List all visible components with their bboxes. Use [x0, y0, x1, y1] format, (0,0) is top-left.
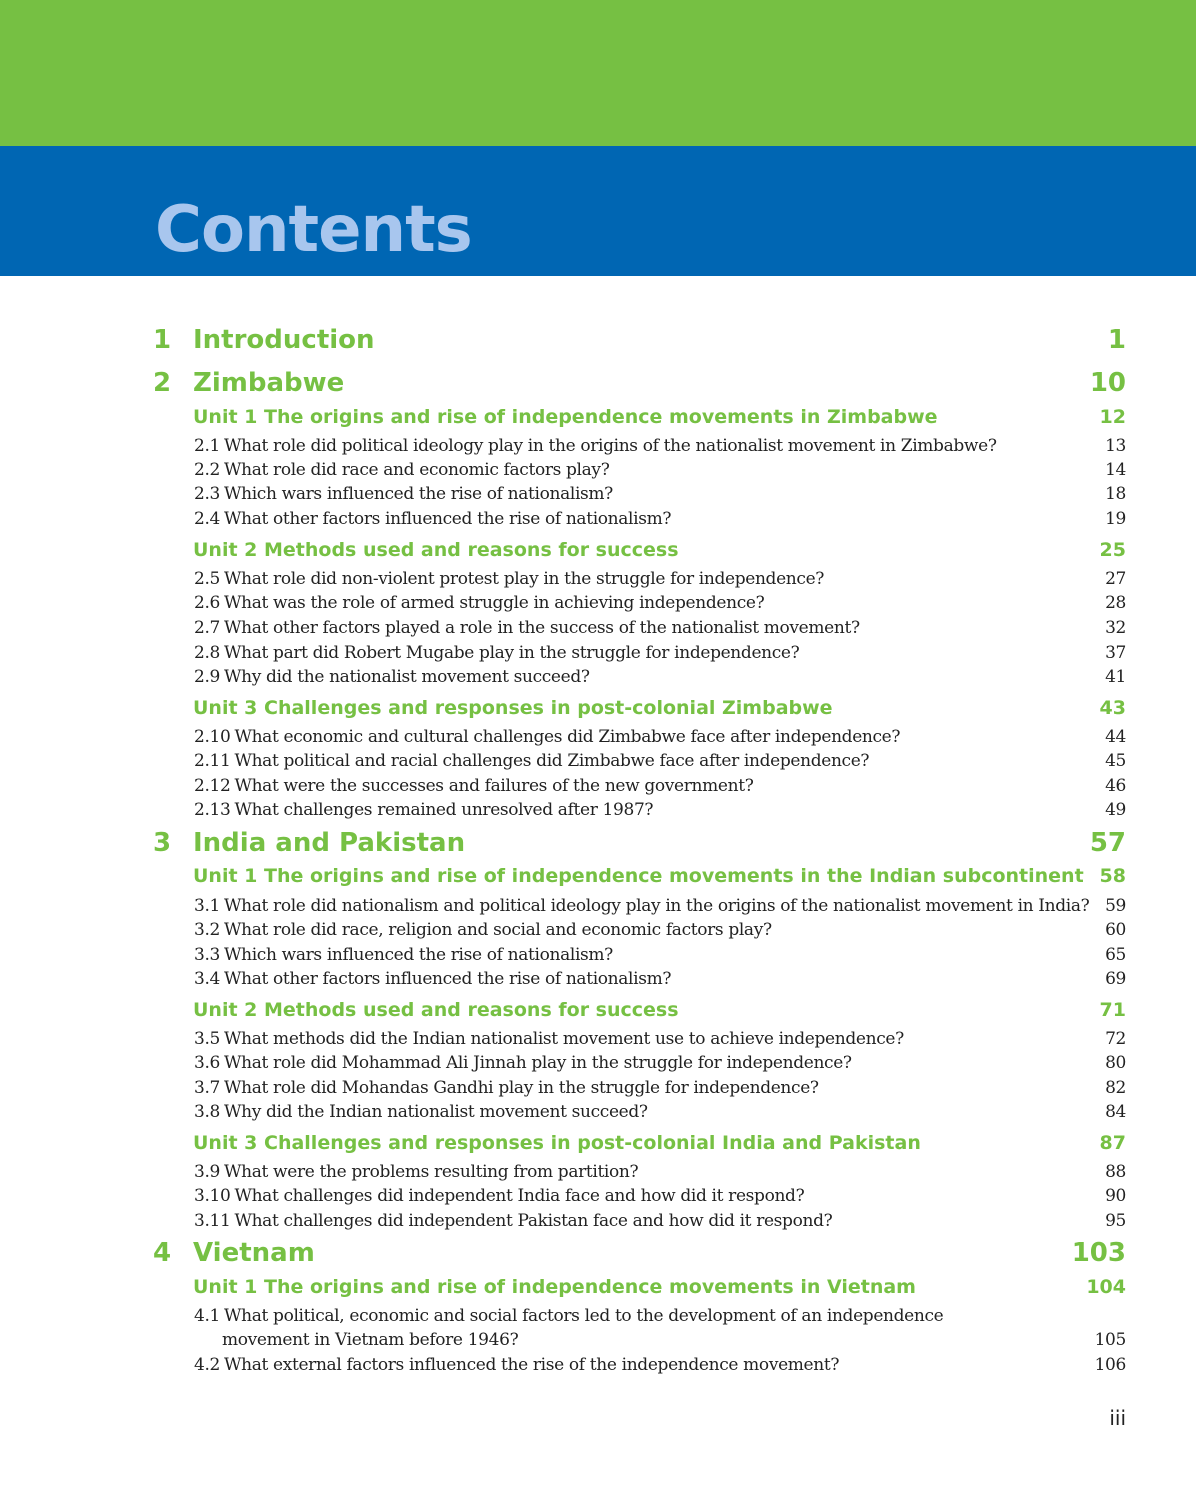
- toc-page-number: 57: [1089, 828, 1126, 858]
- toc-section-entry[interactable]: [0, 1160, 1196, 1184]
- section-title: What role did political ideology play in the origins of the nationalist movement in Zimbabwe?: [224, 436, 997, 456]
- unit-title: Unit 3 Challenges and responses in post-colonial India and Pakistan: [193, 1132, 921, 1154]
- chapter-number: 1: [153, 325, 172, 355]
- toc-page-number: 104: [1086, 1276, 1126, 1298]
- section-label: [194, 798, 653, 822]
- toc-page-number: 60: [1105, 920, 1126, 940]
- section-label: [194, 749, 869, 773]
- section-title: Which wars influenced the rise of nationalism?: [224, 945, 613, 965]
- page-number: iii: [1109, 1406, 1126, 1430]
- toc-chapter-entry[interactable]: [0, 323, 1196, 357]
- section-title: What methods did the Indian nationalist movement use to achieve independence?: [224, 1029, 904, 1049]
- toc-page-number: 95: [1105, 1211, 1126, 1231]
- toc-page-number: 27: [1105, 569, 1126, 589]
- section-title: What challenges did independent India face and how did it respond?: [234, 1186, 805, 1206]
- toc-page-number: 25: [1099, 539, 1126, 561]
- toc-section-entry[interactable]: [0, 1353, 1196, 1377]
- toc-unit-entry[interactable]: [0, 1273, 1196, 1301]
- toc-unit-entry[interactable]: [0, 996, 1196, 1024]
- section-title: Why did the Indian nationalist movement succeed?: [224, 1102, 648, 1122]
- toc-section-entry[interactable]: [0, 774, 1196, 798]
- section-label: [194, 943, 613, 967]
- section-number: 2.12: [194, 776, 231, 796]
- section-label: [194, 665, 590, 689]
- section-title: What political and racial challenges did Zimbabwe face after independence?: [234, 751, 870, 771]
- toc-page-number: 69: [1105, 969, 1126, 989]
- section-number: 2.8: [194, 643, 220, 663]
- section-label: [194, 894, 1089, 918]
- toc-section-entry[interactable]: [0, 943, 1196, 967]
- section-number: 2.6: [194, 593, 220, 613]
- toc-page-number: 45: [1105, 751, 1126, 771]
- page-title: Contents: [155, 193, 472, 267]
- chapter-title: Vietnam: [193, 1238, 315, 1268]
- section-label: [194, 1051, 852, 1075]
- toc-section-continuation[interactable]: [0, 1328, 1196, 1352]
- toc-chapter-entry[interactable]: [0, 366, 1196, 400]
- section-number: 2.4: [194, 509, 220, 529]
- section-title: What economic and cultural challenges did Zimbabwe face after independence?: [234, 727, 901, 747]
- toc-unit-entry[interactable]: [0, 862, 1196, 890]
- toc-section-entry[interactable]: [0, 1184, 1196, 1208]
- toc-unit-entry[interactable]: [0, 536, 1196, 564]
- section-title: What role did Mohandas Gandhi play in the struggle for independence?: [224, 1078, 819, 1098]
- section-number: 3.11: [194, 1211, 231, 1231]
- toc-page-number: 90: [1105, 1186, 1126, 1206]
- section-title: What were the problems resulting from partition?: [224, 1162, 639, 1182]
- toc-page-number: 41: [1105, 667, 1126, 687]
- section-number: 2.1: [194, 436, 220, 456]
- section-label: [194, 1027, 904, 1051]
- toc-section-entry[interactable]: [0, 918, 1196, 942]
- section-number: 2.3: [194, 484, 220, 504]
- section-label: [194, 1076, 819, 1100]
- toc-page-number: 44: [1105, 727, 1126, 747]
- section-number: 4.2: [194, 1355, 220, 1375]
- section-label: [194, 507, 671, 531]
- section-number: 3.8: [194, 1102, 220, 1122]
- section-label: [194, 641, 799, 665]
- toc-section-entry[interactable]: [0, 665, 1196, 689]
- section-title: What were the successes and failures of the new government?: [234, 776, 754, 796]
- chapter-title: Zimbabwe: [193, 368, 345, 398]
- section-label: [194, 1209, 832, 1233]
- section-title: What challenges did independent Pakistan face and how did it respond?: [234, 1211, 833, 1231]
- chapter-title: Introduction: [193, 325, 375, 355]
- toc-page-number: 71: [1099, 999, 1126, 1021]
- section-title: What other factors influenced the rise of nationalism?: [224, 969, 672, 989]
- section-label: [194, 567, 824, 591]
- unit-title: Unit 2 Methods used and reasons for success: [193, 999, 679, 1021]
- section-number: 3.7: [194, 1078, 220, 1098]
- section-number: 2.2: [194, 460, 220, 480]
- section-title: What part did Robert Mugabe play in the struggle for independence?: [224, 643, 800, 663]
- section-number: 4.1: [194, 1306, 220, 1326]
- section-title: Which wars influenced the rise of nationalism?: [224, 484, 613, 504]
- section-number: 2.10: [194, 727, 231, 747]
- section-title: What other factors played a role in the success of the nationalist movement?: [224, 618, 860, 638]
- section-label: [194, 967, 671, 991]
- section-number: 3.1: [194, 896, 220, 916]
- toc-page-number: 43: [1099, 697, 1126, 719]
- toc-section-entry[interactable]: [0, 749, 1196, 773]
- section-title: movement in Vietnam before 1946?: [222, 1330, 519, 1350]
- toc-section-entry[interactable]: [0, 641, 1196, 665]
- toc-section-entry[interactable]: [0, 798, 1196, 822]
- toc-page-number: 65: [1105, 945, 1126, 965]
- section-number: 3.3: [194, 945, 220, 965]
- section-label: [194, 616, 860, 640]
- toc-page-number: 59: [1105, 896, 1126, 916]
- toc-page-number: 46: [1105, 776, 1126, 796]
- section-label: [194, 591, 764, 615]
- toc-section-entry[interactable]: [0, 1100, 1196, 1124]
- section-label: [194, 482, 613, 506]
- section-label: [194, 434, 997, 458]
- toc-page-number: 14: [1105, 460, 1126, 480]
- toc-page-number: 12: [1099, 406, 1126, 428]
- toc-page-number: 84: [1105, 1102, 1126, 1122]
- chapter-number: 3: [153, 828, 172, 858]
- section-label: [194, 458, 609, 482]
- toc-page-number: 87: [1099, 1132, 1126, 1154]
- toc-unit-entry[interactable]: [0, 1129, 1196, 1157]
- toc-page-number: 13: [1105, 436, 1126, 456]
- chapter-title: India and Pakistan: [193, 828, 466, 858]
- toc-section-entry[interactable]: [0, 1027, 1196, 1051]
- toc-page-number: 72: [1105, 1029, 1126, 1049]
- section-label: [194, 1100, 648, 1124]
- toc-chapter-entry[interactable]: [0, 1236, 1196, 1270]
- toc-page-number: 19: [1105, 509, 1126, 529]
- section-title: What political, economic and social factors led to the development of an independence: [224, 1306, 944, 1326]
- unit-title: Unit 1 The origins and rise of independence movements in Zimbabwe: [193, 406, 938, 428]
- toc-page-number: 80: [1105, 1053, 1126, 1073]
- section-title: What role did Mohammad Ali Jinnah play in the struggle for independence?: [224, 1053, 852, 1073]
- section-number: 2.7: [194, 618, 220, 638]
- section-number: 2.11: [194, 751, 231, 771]
- section-title: What was the role of armed struggle in achieving independence?: [224, 593, 765, 613]
- toc-section-entry[interactable]: [0, 1051, 1196, 1075]
- section-label: [194, 725, 900, 749]
- toc-page-number: 28: [1105, 593, 1126, 613]
- toc-page-number: 49: [1105, 800, 1126, 820]
- toc-page-number: 37: [1105, 643, 1126, 663]
- toc-chapter-entry[interactable]: [0, 826, 1196, 860]
- section-number: 3.2: [194, 920, 220, 940]
- section-title: What other factors influenced the rise of nationalism?: [224, 509, 672, 529]
- section-title: What external factors influenced the rise of the independence movement?: [224, 1355, 840, 1375]
- section-number: 2.9: [194, 667, 220, 687]
- toc-page-number: 103: [1071, 1238, 1126, 1268]
- section-number: 2.5: [194, 569, 220, 589]
- chapter-number: 4: [153, 1238, 172, 1268]
- toc-section-entry[interactable]: [0, 1209, 1196, 1233]
- section-title: What role did non-violent protest play in the struggle for independence?: [224, 569, 825, 589]
- section-title: What role did race and economic factors play?: [224, 460, 610, 480]
- toc-unit-entry[interactable]: [0, 403, 1196, 431]
- section-number: 3.4: [194, 969, 220, 989]
- toc-section-entry[interactable]: [0, 458, 1196, 482]
- section-label: [194, 1184, 804, 1208]
- section-title: What challenges remained unresolved after 1987?: [234, 800, 654, 820]
- section-label: [194, 774, 753, 798]
- section-title: What role did nationalism and political ideology play in the origins of the nationalist movement in India?: [224, 896, 1090, 916]
- unit-title: Unit 3 Challenges and responses in post-colonial Zimbabwe: [193, 697, 833, 719]
- toc-page-number: 82: [1105, 1078, 1126, 1098]
- unit-title: Unit 1 The origins and rise of independence movements in the Indian subcontinent: [193, 865, 1084, 887]
- toc-section-entry[interactable]: [0, 567, 1196, 591]
- section-number: 3.6: [194, 1053, 220, 1073]
- toc-page-number: 1: [1107, 325, 1126, 355]
- toc-page-number: 105: [1094, 1330, 1126, 1350]
- toc-page-number: 106: [1094, 1355, 1126, 1375]
- section-number: 3.9: [194, 1162, 220, 1182]
- toc-page-number: 10: [1089, 368, 1126, 398]
- section-title: What role did race, religion and social and economic factors play?: [224, 920, 772, 940]
- section-label: [194, 1304, 943, 1328]
- section-number: 3.10: [194, 1186, 231, 1206]
- section-label: [194, 1160, 638, 1184]
- toc-section-entry[interactable]: [0, 507, 1196, 531]
- toc-unit-entry[interactable]: [0, 694, 1196, 722]
- toc-section-entry[interactable]: [0, 894, 1196, 918]
- section-number: 2.13: [194, 800, 231, 820]
- toc-page-number: 18: [1105, 484, 1126, 504]
- section-label: [194, 918, 772, 942]
- toc-section-entry[interactable]: [0, 725, 1196, 749]
- section-title: Why did the nationalist movement succeed?: [224, 667, 590, 687]
- unit-title: Unit 1 The origins and rise of independence movements in Vietnam: [193, 1276, 916, 1298]
- toc-section-entry[interactable]: [0, 1304, 1196, 1328]
- toc-section-entry[interactable]: [0, 434, 1196, 458]
- section-label: [194, 1353, 839, 1377]
- chapter-number: 2: [153, 368, 172, 398]
- toc-page-number: 58: [1099, 865, 1126, 887]
- toc-section-entry[interactable]: [0, 616, 1196, 640]
- unit-title: Unit 2 Methods used and reasons for success: [193, 539, 679, 561]
- toc-section-entry[interactable]: [0, 1076, 1196, 1100]
- toc-section-entry[interactable]: [0, 967, 1196, 991]
- section-number: 3.5: [194, 1029, 220, 1049]
- toc-section-entry[interactable]: [0, 482, 1196, 506]
- toc-page-number: 88: [1105, 1162, 1126, 1182]
- toc-page-number: 32: [1105, 618, 1126, 638]
- toc-section-entry[interactable]: [0, 591, 1196, 615]
